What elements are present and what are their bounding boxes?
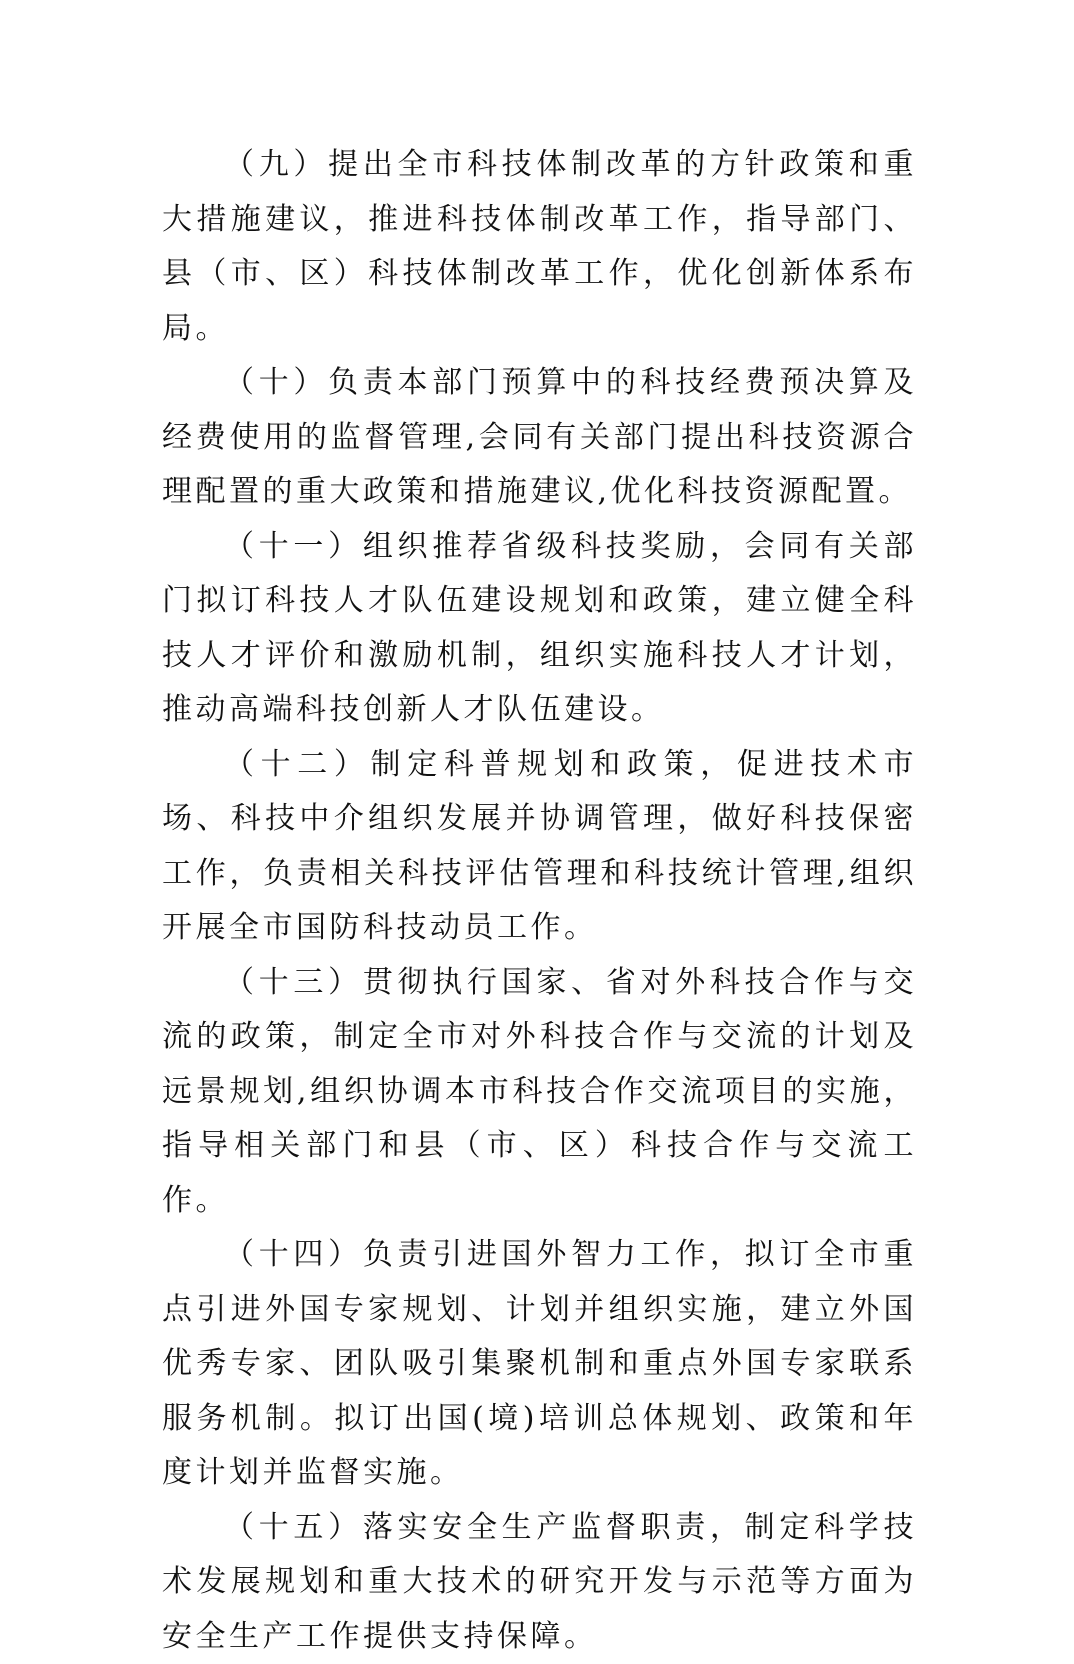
paragraph-item-10: （十）负责本部门预算中的科技经费预决算及经费使用的监督管理,会同有关部门提出科技资源合理配置的重大政策和措施建议,优化科技资源配置。	[162, 356, 917, 520]
paragraph-item-15: （十五）落实安全生产监督职责，制定科学技术发展规划和重大技术的研究开发与示范等方面为安全生产工作提供支持保障。	[162, 1501, 917, 1664]
paragraph-item-14: （十四）负责引进国外智力工作，拟订全市重点引进外国专家规划、计划并组织实施，建立外国优秀专家、团队吸引集聚机制和重点外国专家联系服务机制。拟订出国(境)培训总体规划、政策和年度计划并监督实施。	[162, 1228, 917, 1501]
paragraph-item-9: （九）提出全市科技体制改革的方针政策和重大措施建议，推进科技体制改革工作，指导部门、县（市、区）科技体制改革工作，优化创新体系布局。	[162, 138, 917, 356]
paragraph-item-11: （十一）组织推荐省级科技奖励，会同有关部门拟订科技人才队伍建设规划和政策，建立健全科技人才评价和激励机制，组织实施科技人才计划，推动高端科技创新人才队伍建设。	[162, 520, 917, 738]
paragraph-item-13: （十三）贯彻执行国家、省对外科技合作与交流的政策，制定全市对外科技合作与交流的计划及远景规划,组织协调本市科技合作交流项目的实施，指导相关部门和县（市、区）科技合作与交流工作。	[162, 956, 917, 1229]
paragraph-item-12: （十二）制定科普规划和政策，促进技术市场、科技中介组织发展并协调管理，做好科技保密工作，负责相关科技评估管理和科技统计管理,组织开展全市国防科技动员工作。	[162, 738, 917, 956]
document-body	[162, 138, 917, 1664]
